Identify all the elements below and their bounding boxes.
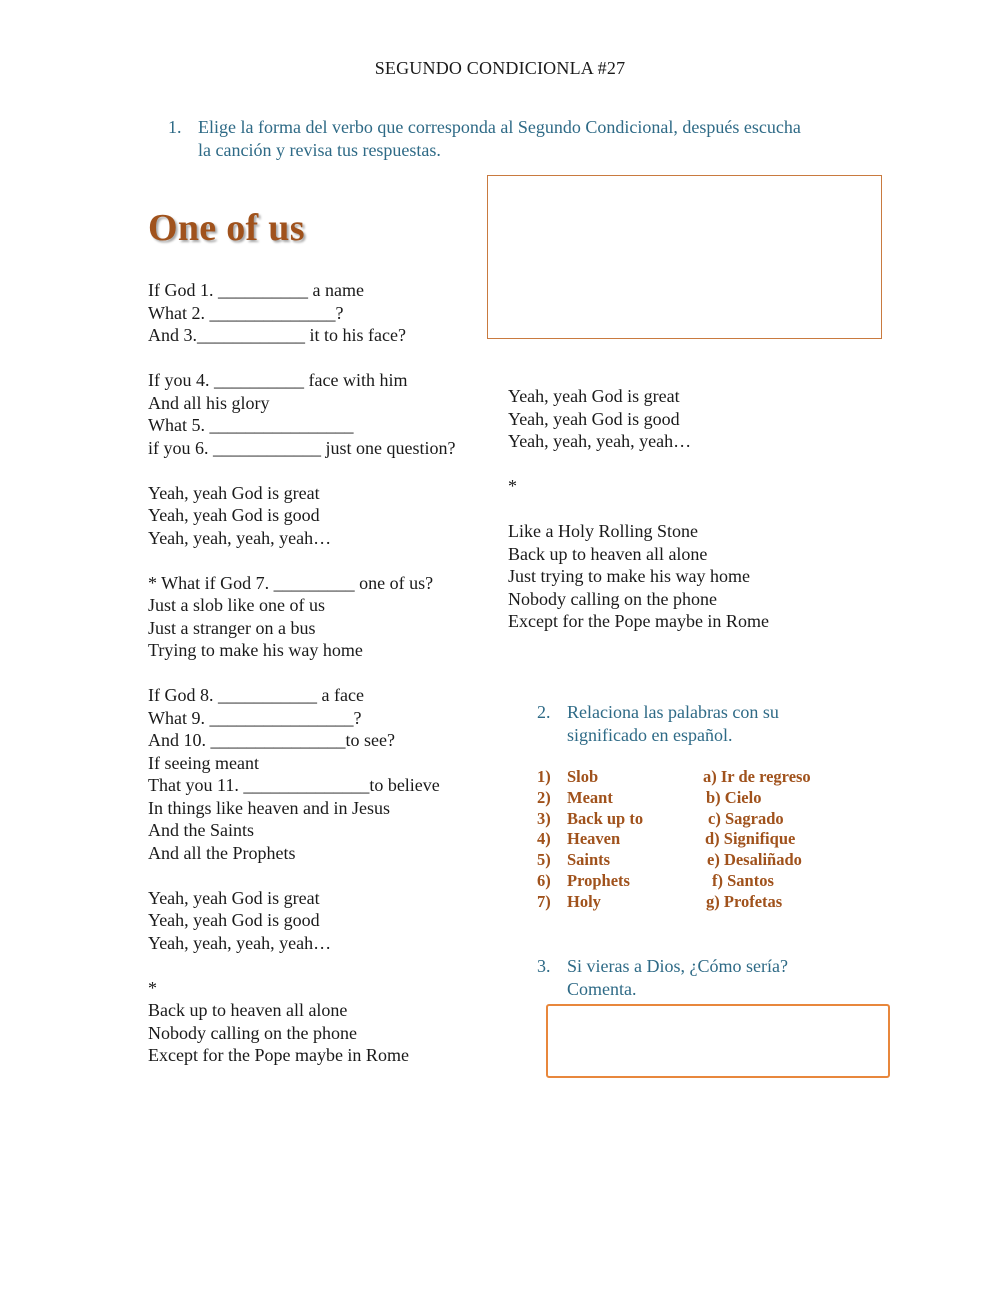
matching-number: 7)	[537, 891, 551, 911]
lyric-left-line: Nobody calling on the phone	[148, 1022, 357, 1043]
lyric-left-line: Yeah, yeah God is good	[148, 505, 320, 525]
lyric-left-line: What 9. ________________?	[148, 707, 362, 728]
lyric-right-line	[508, 498, 848, 521]
lyric-left-line	[148, 459, 488, 482]
page-title: SEGUNDO CONDICIONLA #27	[374, 58, 626, 78]
instruction-1-line-2: la canción y revisa tus respuestas.	[198, 140, 441, 160]
matching-number: 5)	[537, 850, 551, 870]
matching-number: 3)	[537, 808, 551, 828]
lyric-left-line: In things like heaven and in Jesus	[148, 797, 390, 818]
lyric-left-line: And all the Prophets	[148, 842, 296, 863]
lyric-left-line: Except for the Pope maybe in Rome	[148, 1045, 409, 1065]
song-title: One of us	[148, 207, 305, 249]
instruction-1-line-1: Elige la forma del verbo que corresponda al Segundo Condicional, después escucha	[198, 117, 801, 137]
matching-meaning: g) Profetas	[706, 891, 783, 911]
matching-word: Heaven	[567, 829, 621, 849]
matching-number: 2)	[537, 787, 551, 807]
lyric-left-line: And the Saints	[148, 820, 254, 840]
instruction-1	[168, 116, 888, 164]
matching-list	[537, 767, 857, 917]
instruction-2-line-2: significado en español.	[567, 725, 733, 745]
comment-answer-box[interactable]	[546, 1004, 890, 1078]
matching-row	[537, 829, 857, 850]
lyric-left-line: Yeah, yeah, yeah, yeah…	[148, 527, 332, 548]
lyrics-left-column	[148, 279, 488, 1067]
lyric-left-line: If God 1. __________ a name	[148, 280, 364, 300]
lyric-left-line: Yeah, yeah God is great	[148, 482, 320, 503]
matching-meaning: b) Cielo	[706, 787, 762, 807]
lyric-left-line: Yeah, yeah God is great	[148, 887, 320, 908]
lyric-right-line	[508, 453, 848, 476]
lyric-left-line: If you 4. __________ face with him	[148, 370, 408, 390]
lyric-left-line: Trying to make his way home	[148, 640, 363, 660]
matching-meaning: c) Sagrado	[708, 808, 784, 828]
lyric-right-line: Nobody calling on the phone	[508, 588, 717, 609]
lyric-left-line: That you 11. ______________to believe	[148, 775, 440, 795]
matching-number: 6)	[537, 871, 551, 890]
instruction-3-line-1: Si vieras a Dios, ¿Cómo sería?	[567, 956, 788, 976]
lyric-left-line: *	[148, 977, 157, 998]
matching-number: 4)	[537, 829, 551, 849]
lyric-left-line: Back up to heaven all alone	[148, 1000, 348, 1020]
lyric-left-line	[148, 549, 488, 572]
matching-row	[537, 892, 857, 913]
matching-row	[537, 788, 857, 809]
lyrics-right-column	[508, 385, 848, 633]
lyric-left-line: Yeah, yeah, yeah, yeah…	[148, 932, 332, 953]
matching-row	[537, 871, 857, 892]
lyric-left-line: Yeah, yeah God is good	[148, 910, 320, 930]
lyric-left-line: if you 6. ____________ just one question?	[148, 437, 456, 458]
matching-word: Holy	[567, 891, 601, 911]
lyric-right-line: Yeah, yeah God is great	[508, 386, 680, 406]
matching-number: 1)	[537, 767, 551, 786]
matching-word: Saints	[567, 850, 611, 870]
matching-row	[537, 850, 857, 871]
lyric-left-line: And 10. _______________to see?	[148, 730, 395, 750]
lyric-right-line: Except for the Pope maybe in Rome	[508, 611, 769, 631]
instruction-2-number: 2.	[537, 702, 551, 722]
matching-word: Prophets	[567, 871, 630, 890]
matching-meaning: f) Santos	[712, 871, 774, 890]
lyric-right-line: Yeah, yeah God is good	[508, 408, 680, 429]
instruction-1-number: 1.	[168, 117, 182, 137]
image-frame	[487, 175, 882, 339]
matching-row	[537, 809, 857, 830]
matching-meaning: d) Signifique	[705, 829, 796, 849]
lyric-right-line: Just trying to make his way home	[508, 566, 750, 586]
lyric-left-line: And 3.____________ it to his face?	[148, 325, 406, 345]
lyric-left-line: If seeing meant	[148, 752, 259, 773]
lyric-left-line	[148, 347, 488, 370]
lyric-left-line	[148, 662, 488, 685]
lyric-left-line: Just a stranger on a bus	[148, 617, 316, 638]
matching-word: Back up to	[567, 808, 644, 828]
lyric-right-line: Back up to heaven all alone	[508, 543, 708, 564]
lyric-right-line: *	[508, 476, 517, 496]
lyric-left-line: And all his glory	[148, 392, 270, 413]
matching-word: Slob	[567, 767, 599, 786]
instruction-3-number: 3.	[537, 956, 551, 976]
matching-meaning: a) Ir de regreso	[703, 767, 811, 786]
lyric-left-line: If God 8. ___________ a face	[148, 685, 364, 705]
instruction-2-line-1: Relaciona las palabras con su	[567, 702, 779, 722]
instruction-3-line-2: Comenta.	[567, 979, 637, 999]
lyric-left-line	[148, 954, 488, 977]
matching-meaning: e) Desaliñado	[707, 850, 802, 870]
instruction-2	[537, 701, 877, 749]
instruction-3	[537, 955, 877, 1003]
lyric-left-line: What 5. ________________	[148, 415, 354, 435]
lyric-left-line: What 2. ______________?	[148, 302, 344, 323]
lyric-left-line: Just a slob like one of us	[148, 595, 325, 615]
lyric-left-line: * What if God 7. _________ one of us?	[148, 572, 434, 593]
lyric-right-line: Like a Holy Rolling Stone	[508, 521, 698, 541]
matching-word: Meant	[567, 787, 613, 807]
lyric-right-line: Yeah, yeah, yeah, yeah…	[508, 431, 692, 451]
matching-row	[537, 767, 857, 788]
lyric-left-line	[148, 864, 488, 887]
